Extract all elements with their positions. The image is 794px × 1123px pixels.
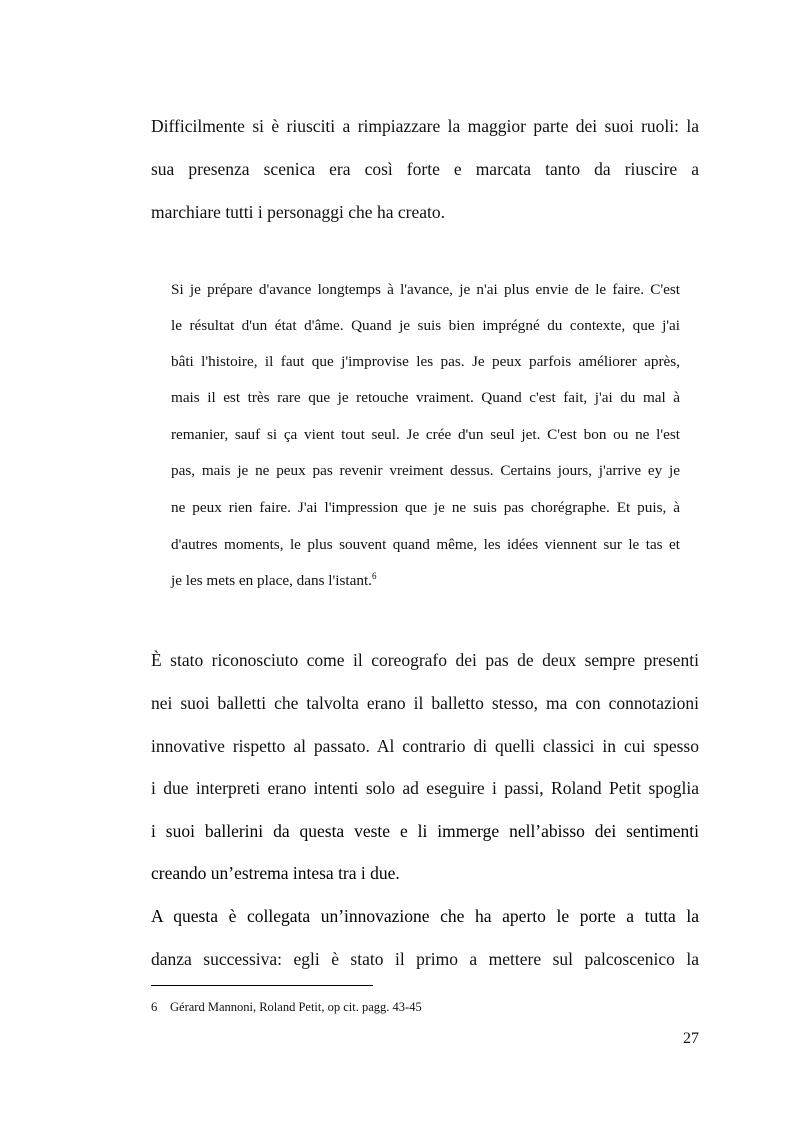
paragraph2-line-3: innovative rispetto al passato. Al contrario di quelli classici in cui spesso (151, 736, 699, 756)
quote-line-2: le résultat d'un état d'âme. Quand je suis bien imprégné du contexte, que j'ai (171, 317, 680, 334)
paragraph1-line-1: Difficilmente si è riusciti a rimpiazzare la maggior parte dei suoi ruoli: la (151, 116, 699, 136)
quote-line-9 (171, 571, 680, 591)
quote-line-5: remanier, sauf si ça vient tout seul. Je crée d'un seul jet. C'est bon ou ne l'est (171, 426, 680, 443)
paragraph1-line-2: sua presenza scenica era così forte e marcata tanto da riuscire a (151, 159, 699, 179)
quote-line-4: mais il est très rare que je retouche vraiment. Quand c'est fait, j'ai du mal à (171, 389, 680, 406)
paragraph2-line-2: nei suoi balletti che talvolta erano il balletto stesso, ma con connotazioni (151, 693, 699, 713)
paragraph3-line-1: A questa è collegata un’innovazione che ha aperto le porte a tutta la (151, 906, 699, 926)
quote-line-8: d'autres moments, le plus souvent quand même, les idées viennent sur le tas et (171, 536, 680, 553)
footnote (151, 999, 422, 1015)
footnote-separator (151, 985, 373, 986)
footnote-text: Gérard Mannoni, Roland Petit, op cit. pagg. 43-45 (170, 1000, 422, 1014)
page-number: 27 (683, 1030, 699, 1047)
paragraph2-line-4: i due interpreti erano intenti solo ad eseguire i passi, Roland Petit spoglia (151, 778, 699, 798)
paragraph1-line-3: marchiare tutti i personaggi che ha creato. (151, 202, 445, 222)
quote-line-1: Si je prépare d'avance longtemps à l'avance, je n'ai plus envie de le faire. C'est (171, 281, 680, 298)
paragraph2-line-1: È stato riconosciuto come il coreografo dei pas de deux sempre presenti (151, 650, 699, 670)
paragraph2-line-6: creando un’estrema intesa tra i due. (151, 863, 400, 883)
quote-line-9-text: je les mets en place, dans l'istant. (171, 572, 372, 589)
quote-line-3: bâti l'histoire, il faut que j'improvise les pas. Je peux parfois améliorer après, (171, 353, 680, 370)
quote-line-6: pas, mais je ne peux pas revenir vreiment dessus. Certains jours, j'arrive ey je (171, 462, 680, 479)
footnote-number: 6 (151, 1000, 158, 1014)
footnote-reference[interactable]: 6 (371, 571, 377, 581)
quote-line-7: ne peux rien faire. J'ai l'impression que je ne suis pas chorégraphe. Et puis, à (171, 499, 680, 516)
paragraph2-line-5: i suoi ballerini da questa veste e li immerge nell’abisso dei sentimenti (151, 821, 699, 841)
paragraph3-line-2: danza successiva: egli è stato il primo a mettere sul palcoscenico la (151, 949, 699, 969)
